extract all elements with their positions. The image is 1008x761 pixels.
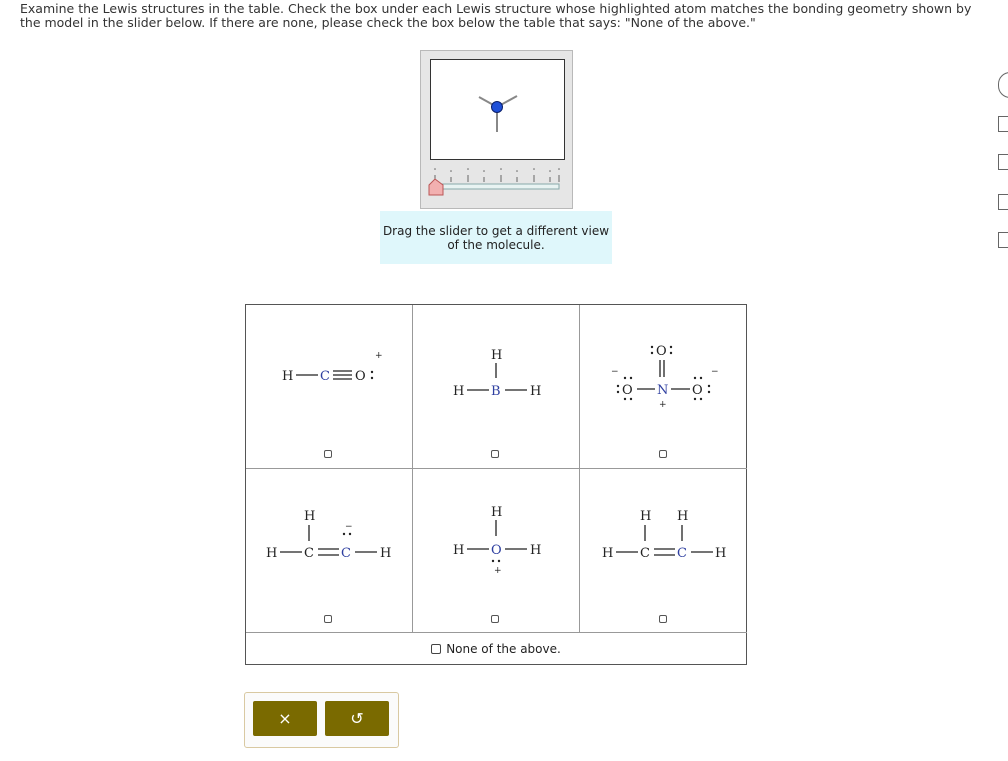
structure-cell-6: [580, 469, 747, 633]
svg-text:+: +: [659, 400, 667, 410]
svg-text:H: H: [640, 509, 652, 524]
none-of-above-checkbox[interactable]: [431, 644, 441, 654]
lewis-structure-5: [413, 469, 580, 599]
svg-text:+: +: [494, 566, 502, 576]
svg-text:H: H: [491, 348, 503, 363]
lewis-structure-table: [245, 304, 747, 665]
side-toolbar: [994, 72, 1008, 252]
svg-text:H: H: [453, 543, 465, 558]
lewis-structure-3: [580, 305, 747, 435]
structure-cell-1: [246, 305, 413, 469]
svg-text:H: H: [380, 546, 392, 561]
svg-text:O: O: [656, 344, 667, 359]
instructions-text: Examine the Lewis structures in the table. Check the box under each Lewis structure whose highlighted atom matches the bonding geometry shown by the model in the slider below. If there are none, please check the box below the table that says: "None of the above.": [20, 1, 972, 30]
structure-cell-2: [413, 305, 580, 469]
trigonal-planar-model: [431, 60, 564, 159]
svg-text:O: O: [355, 369, 366, 384]
svg-text:H: H: [677, 509, 689, 524]
svg-text:O: O: [622, 383, 633, 398]
lewis-structure-4: [246, 469, 413, 599]
svg-text:−: −: [611, 367, 619, 377]
none-of-above-label: None of the above.: [446, 642, 561, 656]
molecule-model-view[interactable]: [430, 59, 565, 160]
undo-icon: ↺: [350, 709, 364, 728]
structure-3-checkbox[interactable]: [659, 450, 667, 458]
view-slider[interactable]: [421, 161, 572, 201]
molecule-viewer: [420, 50, 573, 209]
calculator-icon[interactable]: [998, 116, 1008, 132]
svg-text:H: H: [282, 369, 294, 384]
slider-hint: Drag the slider to get a different view of the molecule.: [380, 211, 612, 264]
svg-text:−: −: [345, 522, 353, 532]
svg-text:C: C: [304, 546, 314, 561]
chart-icon[interactable]: [998, 154, 1008, 170]
structure-cell-3: [580, 305, 747, 469]
highlighted-atom: C: [320, 369, 330, 384]
svg-text:H: H: [304, 509, 316, 524]
highlighted-atom: C: [677, 546, 687, 561]
svg-text:H: H: [530, 384, 542, 399]
action-button-panel: [244, 692, 399, 748]
svg-text:−: −: [711, 367, 719, 377]
structure-cell-5: [413, 469, 580, 633]
reference-icon[interactable]: [998, 232, 1008, 248]
svg-text:+: +: [375, 351, 383, 361]
svg-text:H: H: [266, 546, 278, 561]
structure-6-checkbox[interactable]: [659, 615, 667, 623]
structure-5-checkbox[interactable]: [491, 615, 499, 623]
help-icon[interactable]: [998, 72, 1008, 98]
structure-4-checkbox[interactable]: [324, 615, 332, 623]
periodic-table-icon[interactable]: [998, 194, 1008, 210]
svg-text:H: H: [491, 505, 503, 520]
svg-text:H: H: [715, 546, 727, 561]
lewis-structure-1: [246, 305, 413, 435]
close-icon: ×: [278, 709, 292, 728]
highlighted-atom: C: [341, 546, 351, 561]
central-atom: [492, 102, 503, 113]
structure-2-checkbox[interactable]: [491, 450, 499, 458]
lewis-structure-2: [413, 305, 580, 435]
undo-button[interactable]: [325, 701, 389, 736]
svg-text:C: C: [640, 546, 650, 561]
svg-text:O: O: [692, 383, 703, 398]
slider-thumb: [429, 179, 443, 195]
svg-text:H: H: [530, 543, 542, 558]
svg-text:H: H: [453, 384, 465, 399]
highlighted-atom: O: [491, 543, 502, 558]
highlighted-atom: N: [657, 383, 669, 398]
lewis-structure-6: [580, 469, 747, 599]
svg-text:H: H: [602, 546, 614, 561]
structure-cell-4: [246, 469, 413, 633]
highlighted-atom: B: [491, 384, 501, 399]
structure-1-checkbox[interactable]: [324, 450, 332, 458]
clear-button[interactable]: [253, 701, 317, 736]
none-of-above-row[interactable]: [246, 633, 746, 665]
